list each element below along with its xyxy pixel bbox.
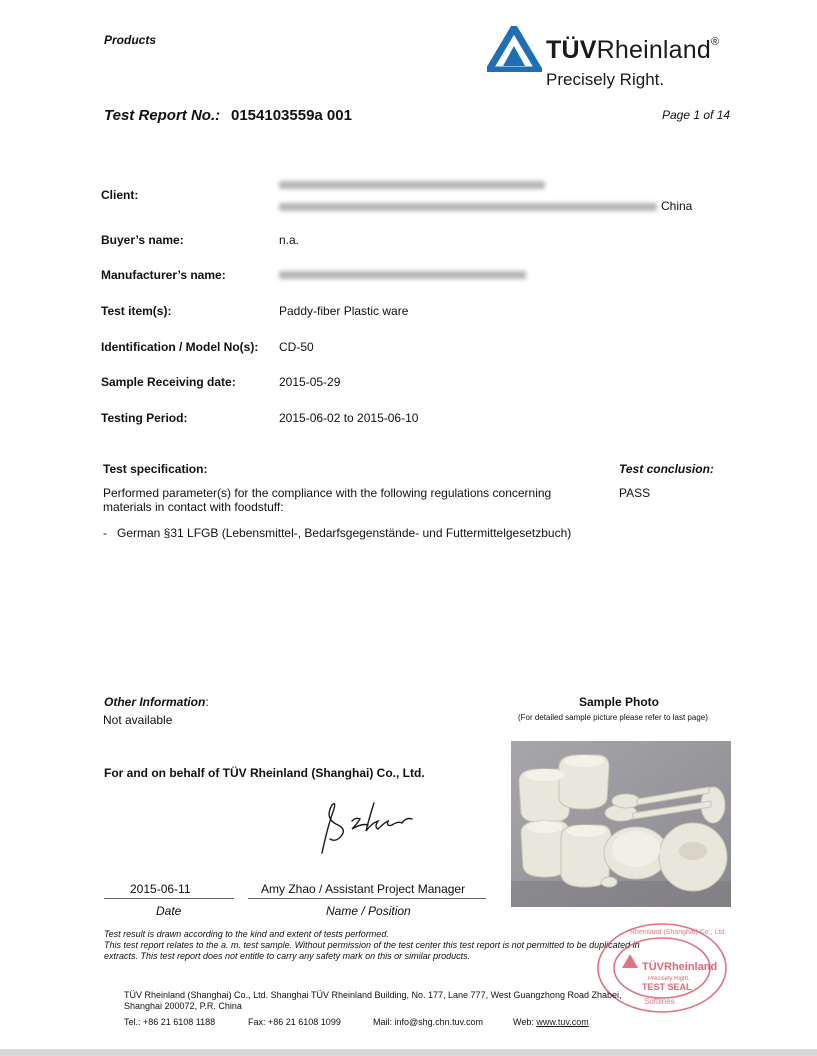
- footer-web-label: Web:: [513, 1017, 534, 1027]
- model-label: Identification / Model No(s):: [101, 340, 259, 354]
- disclaimer-line2: This test report relates to the a. m. test sample. Without permission of the test center this test report is not permitted to be duplicated in: [104, 940, 640, 950]
- stamp-top-text: Rheinland (Shanghai) Co., Ltd.: [630, 929, 727, 936]
- products-label: Products: [104, 33, 157, 47]
- on-behalf-statement: For and on behalf of TÜV Rheinland (Shanghai) Co., Ltd.: [104, 766, 425, 780]
- page-number: Page 1 of 14: [662, 108, 731, 122]
- other-information-value: Not available: [103, 713, 173, 727]
- model-value: CD-50: [279, 340, 314, 354]
- stamp-seal-text: TEST SEAL: [642, 982, 692, 992]
- other-information-heading: Other Information: [104, 695, 206, 709]
- disclaimer-line1: Test result is drawn according to the kind and extent of tests performed.: [104, 929, 389, 939]
- other-information-colon: :: [205, 695, 209, 709]
- client-address-redacted: [279, 203, 657, 211]
- date-line: [104, 898, 234, 899]
- client-country: China: [661, 199, 693, 213]
- footer-mail: Mail: info@shg.chn.tuv.com: [373, 1017, 484, 1027]
- test-conclusion-heading: Test conclusion:: [619, 462, 714, 476]
- footer-address-line2: Shanghai 200072, P.R. China: [124, 1001, 242, 1011]
- testing-period-value: 2015-06-02 to 2015-06-10: [279, 411, 419, 425]
- test-specification-heading: Test specification:: [103, 462, 208, 476]
- report-number: 0154103559a 001: [231, 107, 352, 124]
- handwritten-signature: [312, 795, 424, 857]
- client-label: Client:: [101, 188, 139, 202]
- sample-photo-heading: Sample Photo: [579, 695, 660, 709]
- brand-rest: Rheinland: [596, 36, 711, 64]
- receiving-date-label: Sample Receiving date:: [101, 375, 236, 389]
- client-address: [279, 199, 692, 213]
- stamp-bottom-text: Softlines: [644, 997, 675, 1006]
- name-position-label: Name / Position: [326, 904, 411, 918]
- buyer-label: Buyer’s name:: [101, 233, 184, 247]
- test-item-label: Test item(s):: [101, 304, 172, 318]
- date-label: Date: [156, 904, 182, 918]
- test-item-value: Paddy-fiber Plastic ware: [279, 304, 409, 318]
- report-number-label: Test Report No.:: [104, 107, 221, 124]
- spec-text-line2: materials in contact with foodstuff:: [103, 500, 284, 514]
- signature-name-position: Amy Zhao / Assistant Project Manager: [261, 882, 466, 896]
- testing-period-label: Testing Period:: [101, 411, 188, 425]
- footer-fax: Fax: +86 21 6108 1099: [248, 1017, 341, 1027]
- manufacturer-redacted: [279, 266, 526, 284]
- footer-web: [513, 1017, 589, 1028]
- stamp-brand: TÜVRheinland: [642, 961, 718, 973]
- receiving-date-value: 2015-05-29: [279, 375, 341, 389]
- client-name-redacted: [279, 176, 545, 194]
- regulation-item: - German §31 LFGB (Lebensmittel-, Bedarfsgegenstände- und Futtermittelgesetzbuch): [103, 526, 572, 540]
- sample-photo: [511, 741, 731, 907]
- manufacturer-label: Manufacturer’s name:: [101, 268, 226, 282]
- signature-date: 2015-06-11: [130, 882, 191, 896]
- brand-bold: TÜV: [546, 36, 597, 64]
- brand-name: [546, 36, 719, 65]
- brand-registered: ®: [711, 36, 720, 48]
- other-information: [104, 695, 209, 710]
- test-conclusion-value: PASS: [619, 486, 651, 500]
- footer-tel: Tel.: +86 21 6108 1188: [124, 1017, 216, 1027]
- spec-text-line1: Performed parameter(s) for the compliance with the following regulations concerning: [103, 486, 552, 500]
- sample-photo-note: (For detailed sample picture please refer to last page): [518, 713, 708, 722]
- test-seal-stamp: [590, 918, 730, 1018]
- footer-address-line1: TÜV Rheinland (Shanghai) Co., Ltd. Shanghai TÜV Rheinland Building, No. 177, Lane 777, West Guangzhong Road Zhabei,: [124, 990, 622, 1000]
- footer-web-link[interactable]: www.tuv.com: [536, 1017, 589, 1027]
- disclaimer-line3: extracts. This test report does not entitle to carry any safety mark on this or similar products.: [104, 951, 471, 961]
- tuv-logo-icon: [487, 26, 542, 72]
- stamp-tagline: Precisely Right.: [648, 976, 690, 982]
- buyer-value: n.a.: [279, 233, 300, 247]
- name-line: [248, 898, 486, 899]
- page-bottom-edge: [0, 1049, 817, 1056]
- brand-tagline: Precisely Right.: [546, 70, 665, 89]
